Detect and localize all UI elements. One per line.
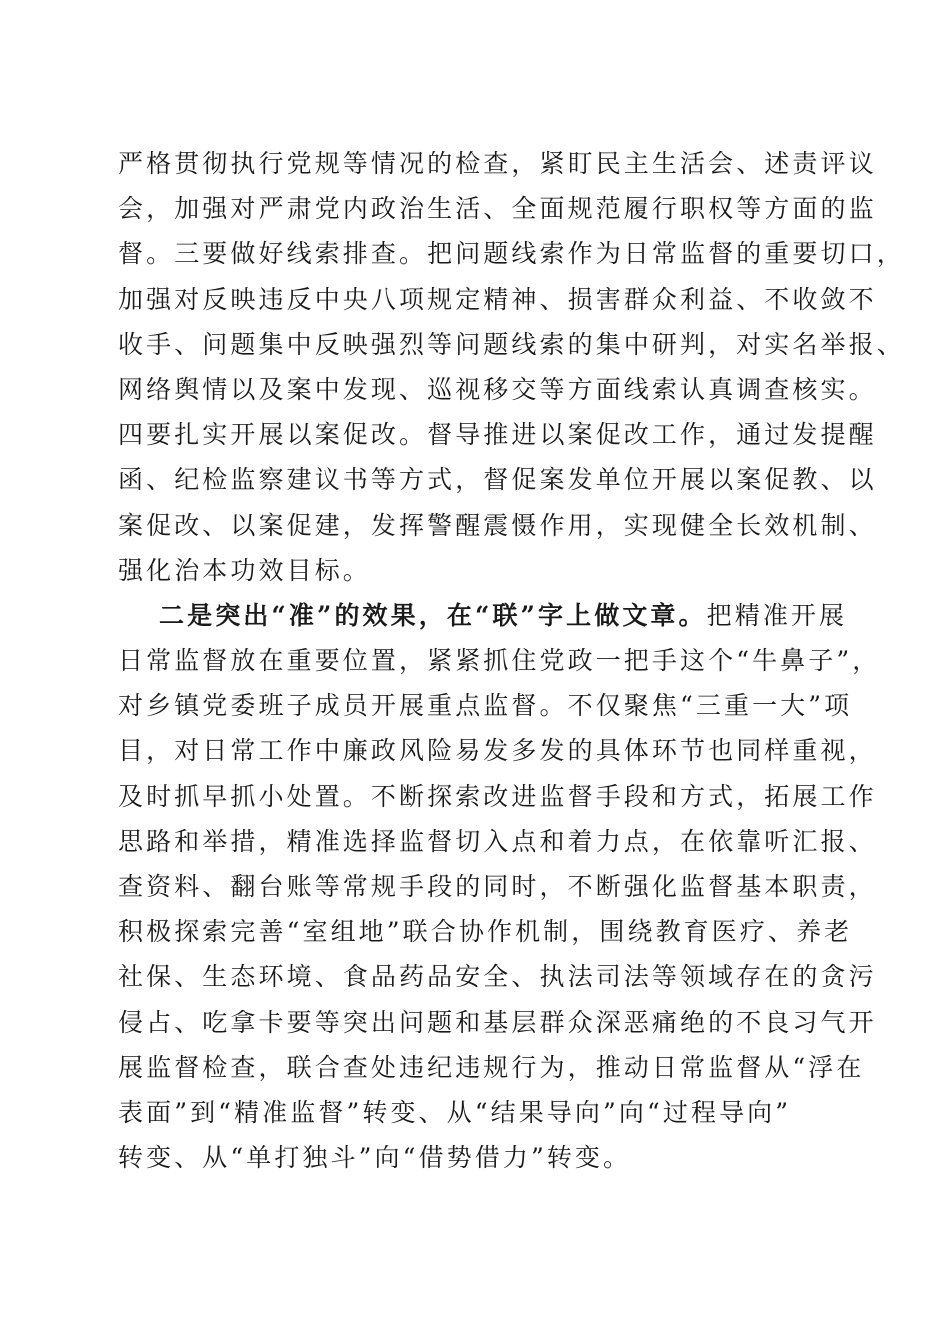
text-line: 社保、生态环境、食品药品安全、执法司法等领域存在的贪污	[118, 962, 877, 992]
text-line: 加强对反映违反中央八项规定精神、损害群众利益、不收敛不	[118, 284, 877, 314]
heading-line-rest: 把精准开展	[706, 600, 848, 630]
text-line: 案促改、以案促建，发挥警醒震慑作用，实现健全长效机制、	[118, 510, 877, 540]
text-line: 转变、从“单打独斗”向“借势借力”转变。	[118, 1143, 632, 1173]
paragraph-1	[118, 141, 905, 593]
text-line: 积极探索完善“室组地”联合协作机制，围绕教育医疗、养老	[118, 917, 853, 947]
text-line: 日常监督放在重要位置，紧紧抓住党政一把手这个“牛鼻子”，	[118, 646, 881, 676]
text-line: 及时抓早抓小处置。不断探索改进监督手段和方式，拓展工作	[118, 781, 877, 811]
text-line: 严格贯彻执行党规等情况的检查，紧盯民主生活会、述责评议	[118, 149, 877, 178]
text-line: 会，加强对严肃党内政治生活、全面规范履行职权等方面的监	[118, 194, 877, 224]
text-line: 督。三要做好线索排查。把问题线索作为日常监督的重要切口，	[118, 239, 905, 269]
text-line: 四要扎实开展以案促改。督导推进以案促改工作，通过发提醒	[118, 420, 877, 450]
text-line: 对乡镇党委班子成员开展重点监督。不仅聚焦“三重一大”项	[118, 691, 853, 721]
paragraph-heading: 二是突出“准”的效果，在“联”字上做文章。	[159, 600, 707, 630]
text-line: 查资料、翻台账等常规手段的同时，不断强化监督基本职责，	[118, 872, 877, 901]
text-line-first	[118, 593, 848, 638]
text-line: 网络舆情以及案中发现、巡视移交等方面线索认真调查核实。	[118, 374, 877, 404]
text-line: 收手、问题集中反映强烈等问题线索的集中研判，对实名举报、	[118, 329, 905, 359]
text-line: 目，对日常工作中廉政风险易发多发的具体环节也同样重视，	[118, 736, 877, 766]
text-line: 侵占、吃拿卡要等突出问题和基层群众深恶痛绝的不良习气开	[118, 1007, 877, 1037]
text-line: 强化治本功效目标。	[118, 555, 371, 585]
text-line: 思路和举措，精准选择监督切入点和着力点，在依靠听汇报、	[118, 826, 877, 856]
text-line: 表面”到“精准监督”转变、从“结果导向”向“过程导向”	[118, 1097, 792, 1127]
text-line: 展监督检查，联合查处违纪违规行为，推动日常监督从“浮在	[118, 1052, 865, 1082]
body-text	[118, 141, 905, 1180]
text-line: 函、纪检监察建议书等方式，督促案发单位开展以案促教、以	[118, 465, 877, 495]
paragraph-2	[118, 593, 881, 1180]
